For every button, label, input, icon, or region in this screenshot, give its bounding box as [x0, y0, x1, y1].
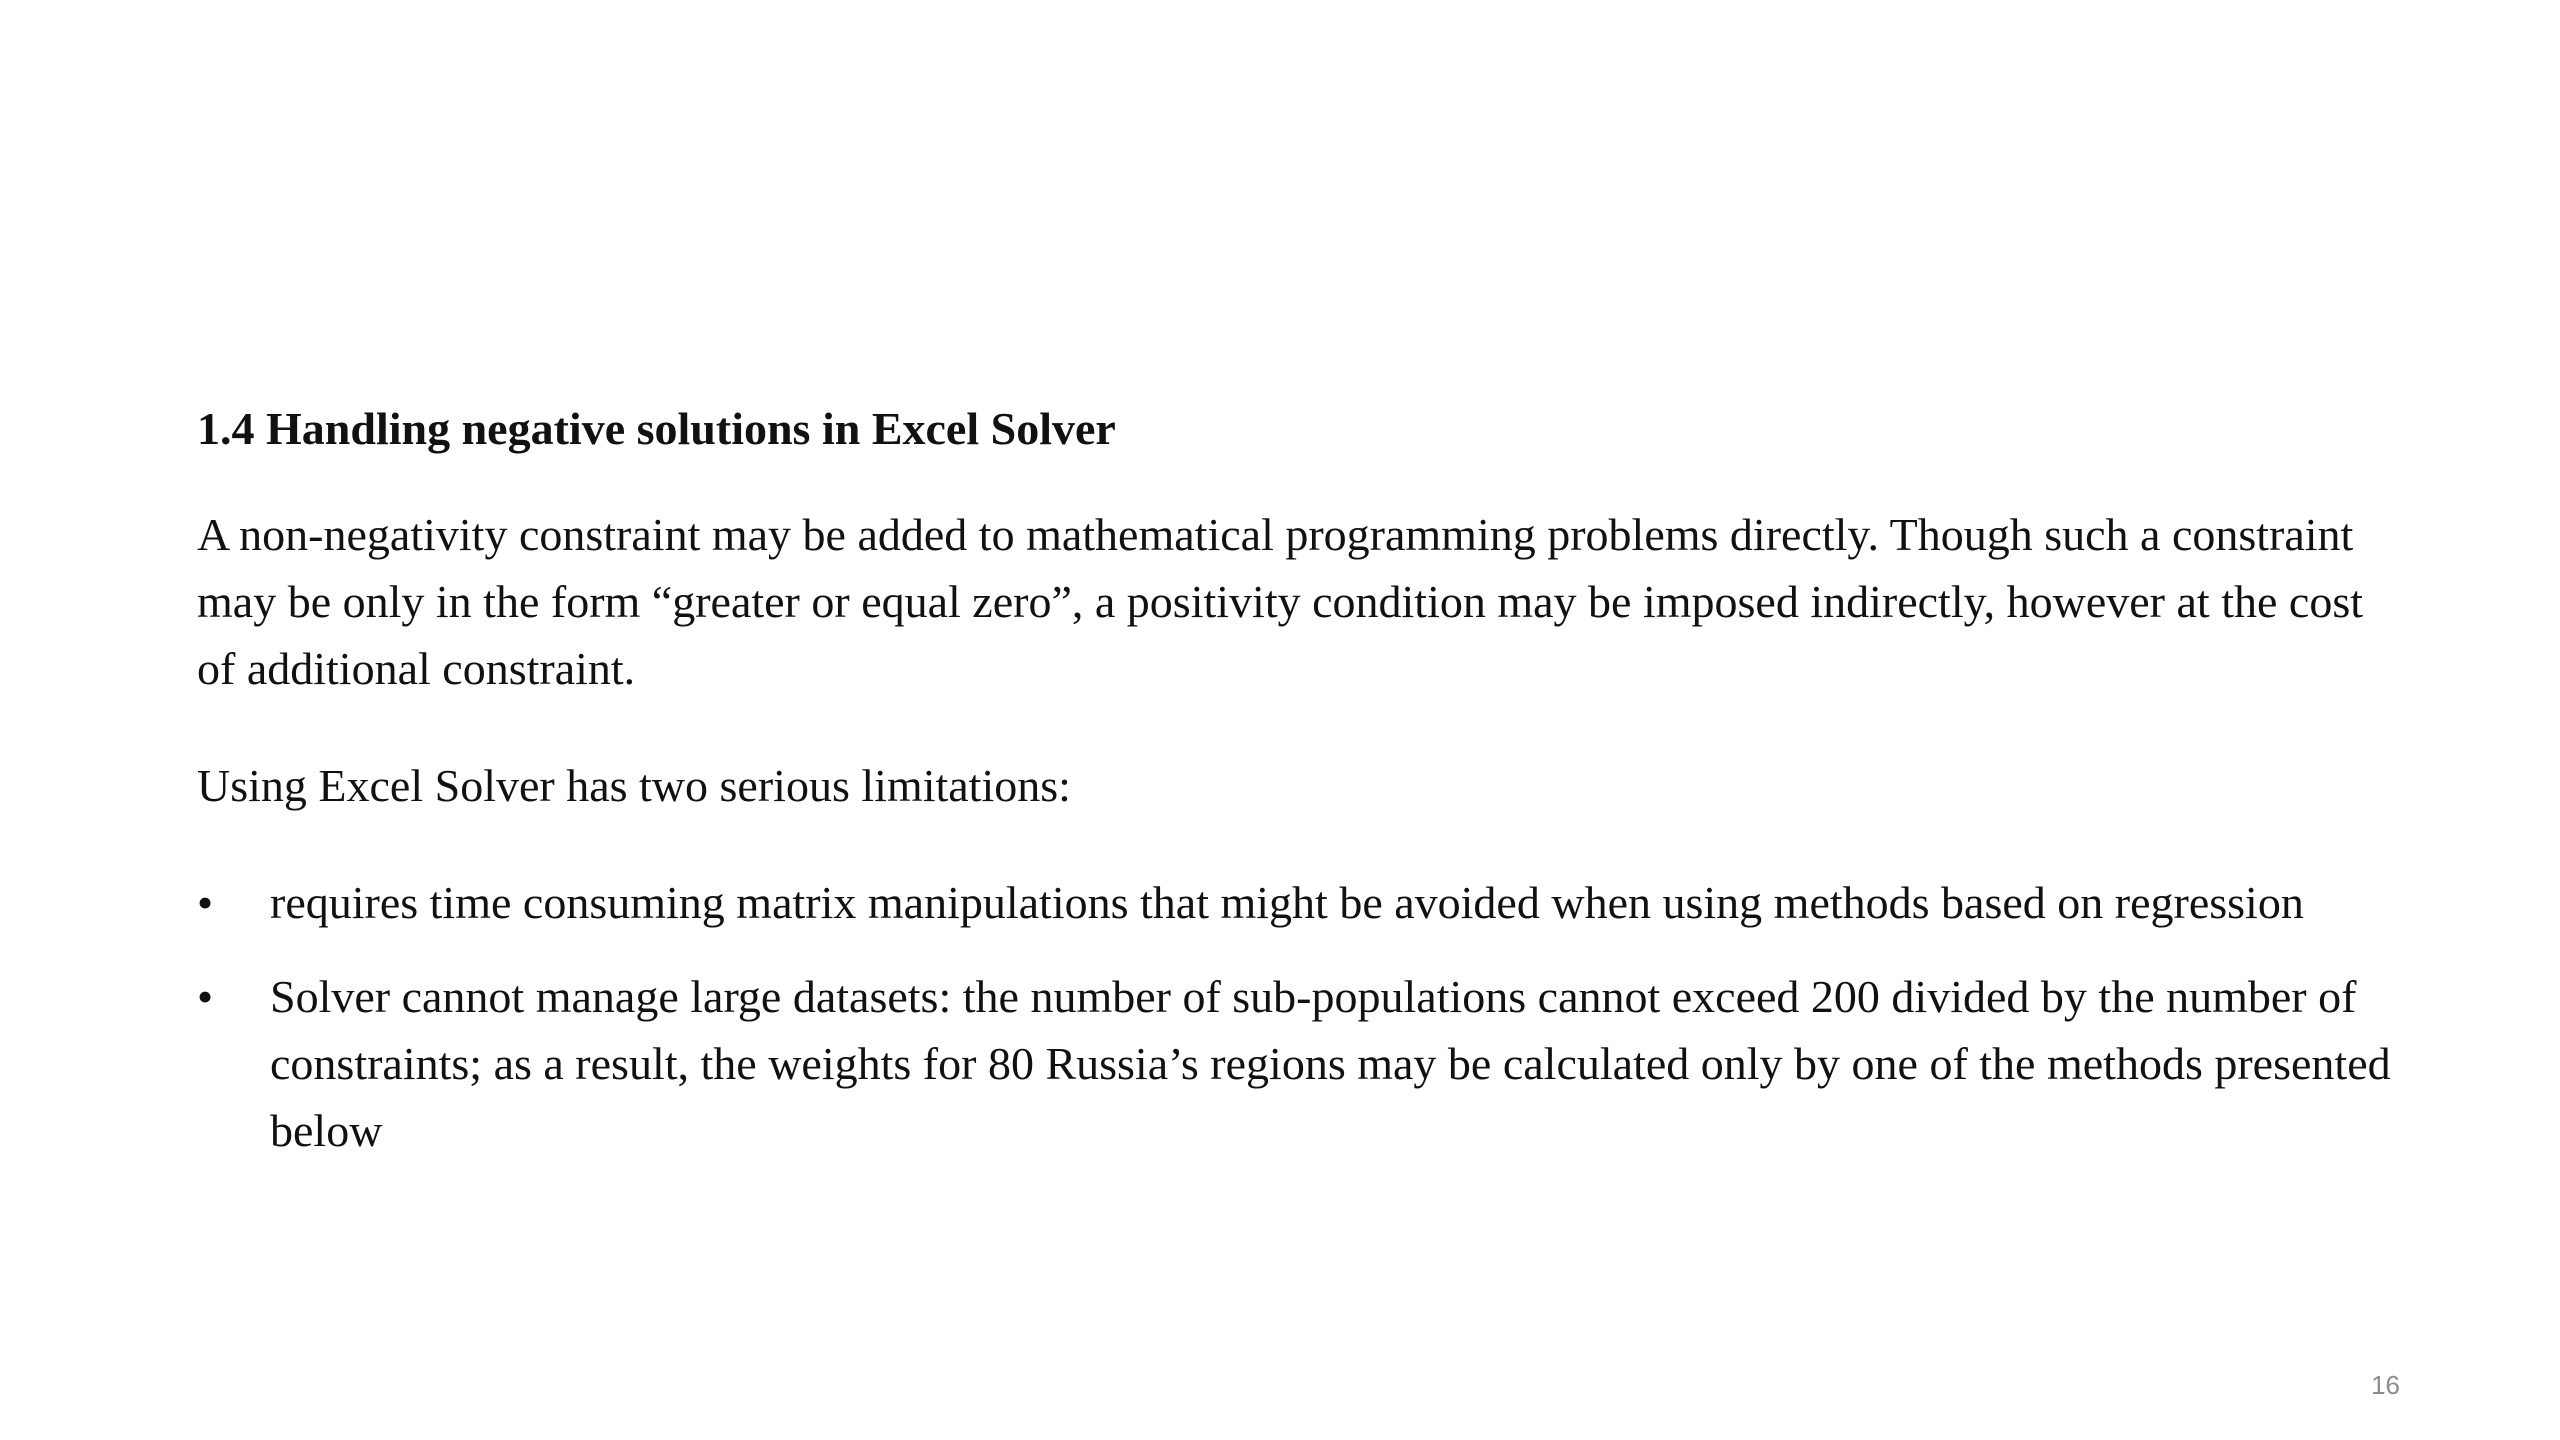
page-number: 16 [2371, 1370, 2400, 1400]
intro-paragraph: A non-negativity constraint may be added to mathematical programming problems directly. Though such a constraint may be only in the form “greater or equal zero”, a positivity condition may be imposed indirectly, however at the cost of additional constraint. [197, 509, 2363, 694]
list-item [197, 963, 2397, 1164]
bullet-icon: • [197, 877, 214, 928]
list-item [197, 869, 2397, 936]
bullet-icon: • [197, 971, 214, 1022]
list-item-text: requires time consuming matrix manipulations that might be avoided when using methods based on regression [270, 877, 2304, 928]
limitations-list [197, 869, 2397, 1164]
section-heading: 1.4 Handling negative solutions in Excel Solver [197, 403, 1116, 454]
slide-content [197, 395, 2397, 1191]
list-item-text: Solver cannot manage large datasets: the number of sub-populations cannot exceed 200 divided by the number of constraints; as a result, the weights for 80 Russia’s regions may be calculated only by one of the methods presented below [270, 971, 2391, 1156]
limitations-intro: Using Excel Solver has two serious limitations: [197, 760, 1071, 811]
